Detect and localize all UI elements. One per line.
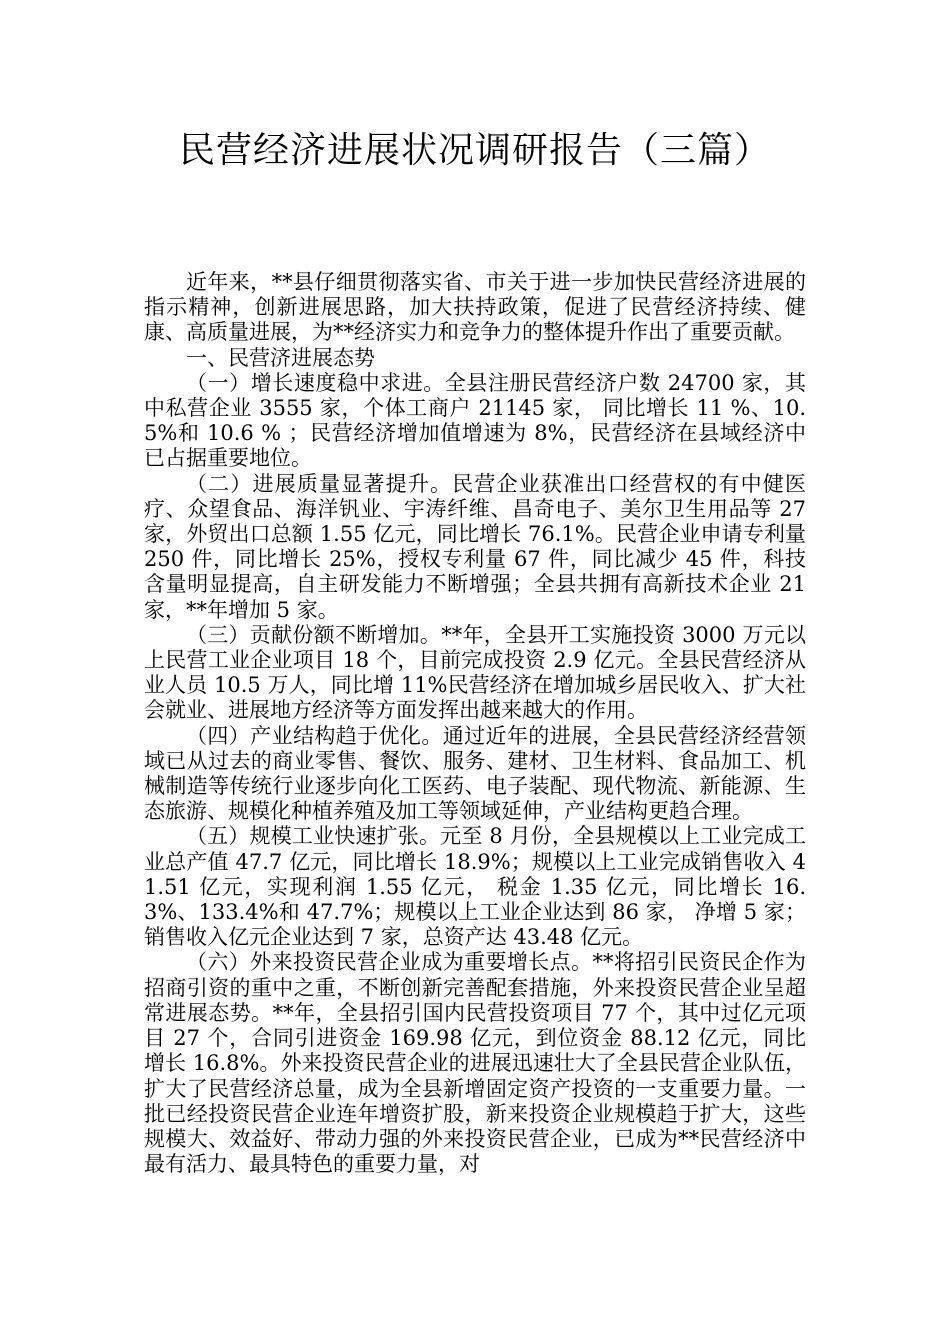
paragraph-industry-structure: （四）产业结构趋于优化。通过近年的进展，全县民营经济经营领域已从过去的商业零售、餐饮、服务、建材、卫生材料、食品加工、机械制造等传统行业逐步向化工医药、电子装配、现代物流、新能源、生态旅游、规模化种植养殖及加工等领域延伸，产业结构更趋合理。	[144, 723, 806, 824]
paragraph-growth-speed: （一）增长速度稳中求进。全县注册民营经济户数 24700 家，其中私营企业 3555 家，个体工商户 21145 家， 同比增长 11 %、10.5%和 10.6 % ；民营经济增加值增速为 8%，民营经济在县域经济中已占据重要地位。	[144, 370, 806, 471]
paragraph-quality: （二）进展质量显著提升。民营企业获准出口经营权的有中健医疗、众望食品、海洋钒业、宇涛纤维、昌奇电子、美尔卫生用品等 27 家，外贸出口总额 1.55 亿元，同比增长 76.1%。民营企业申请专利量 250 件，同比增长 25%，授权专利量 67 件，同比减少 45 件，科技含量明显提高，自主研发能力不断增强；全县共拥有高新技术企业 21 家，**年增加 5 家。	[144, 471, 806, 622]
section-heading: 一、民营济进展态势	[186, 345, 375, 370]
document-title: 民营经济进展状况调研报告（三篇）	[178, 130, 771, 171]
paragraph-contribution: （三）贡献份额不断增加。**年，全县开工实施投资 3000 万元以上民营工业企业项目 18 个，目前完成投资 2.9 亿元。全县民营经济从业人员 10.5 万人，同比增 11%民营经济在增加城乡居民收入、扩大社会就业、进展地方经济等方面发挥出越来越大的作用。	[144, 622, 806, 723]
document-body	[144, 270, 806, 1177]
paragraph-scale-industry: （五）规模工业快速扩张。元至 8 月份，全县规模以上工业完成工业总产值 47.7 亿元，同比增长 18.9%；规模以上工业完成销售收入 41.51 亿元，实现利润 1.55 亿元， 税金 1.35 亿元，同比增长 16.3%、133.4%和 47.7%；规模以上工业企业达到 86 家， 净增 5 家；销售收入亿元企业达到 7 家，总资产达 43.48 亿元。	[144, 824, 806, 950]
paragraph-external-investment: （六）外来投资民营企业成为重要增长点。**将招引民资民企作为招商引资的重中之重，不断创新完善配套措施，外来投资民营企业呈超常进展态势。**年，全县招引国内民营投资项目 77 个，其中过亿元项目 27 个，合同引进资金 169.98 亿元，到位资金 88.12 亿元，同比增长 16.8%。外来投资民营企业的进展迅速壮大了全县民营企业队伍，扩大了民营经济总量，成为全县新增固定资产投资的一支重要力量。一批已经投资民营企业连年增资扩股，新来投资企业规模趋于扩大，这些规模大、效益好、带动力强的外来投资民营企业，已成为**民营经济中最有活力、最具特色的重要力量，对	[144, 950, 806, 1177]
paragraph-intro: 近年来，**县仔细贯彻落实省、市关于进一步加快民营经济进展的指示精神，创新进展思路，加大扶持政策，促进了民营经济持续、健康、高质量进展，为**经济实力和竞争力的整体提升作出了重要贡献。	[144, 270, 806, 345]
